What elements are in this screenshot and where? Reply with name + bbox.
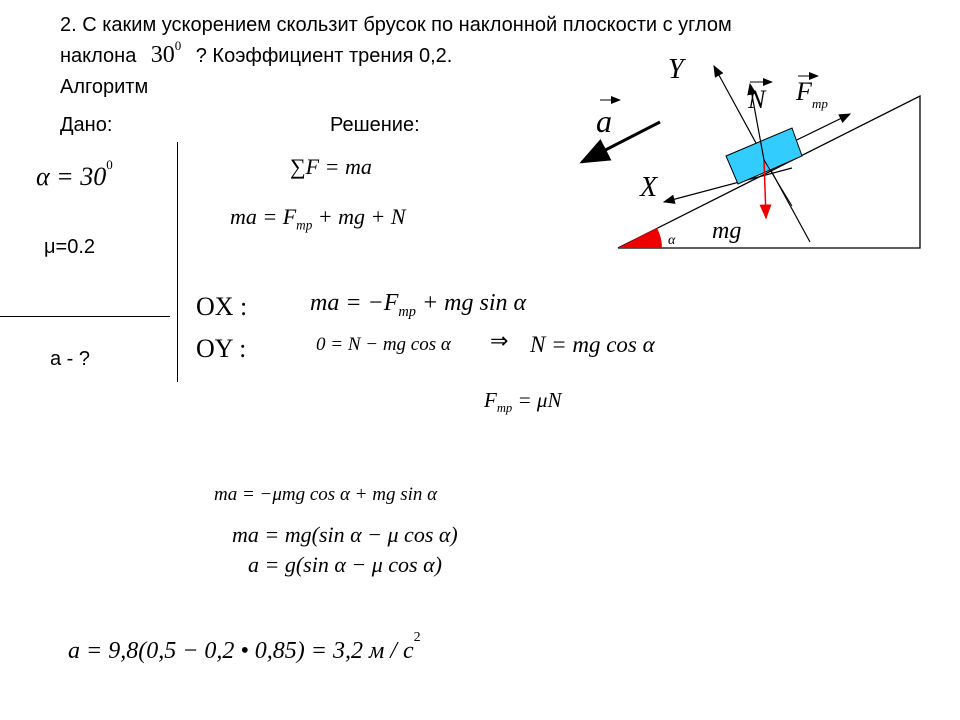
angle-label: α [668, 233, 676, 248]
problem-angle-degree: 0 [174, 37, 182, 53]
given-alpha-value: α = 30 [36, 162, 107, 191]
algorithm-label: Алгоритм [60, 76, 149, 98]
friction-force-sub: тр [812, 96, 828, 111]
problem-line-2-prefix: наклона [60, 45, 137, 67]
equation-2: ma = mg(sin α − μ cos α) [232, 522, 458, 547]
vector-sum-rhs: + mg + N [312, 204, 406, 229]
given-alpha [36, 157, 113, 192]
inclined-plane-diagram [570, 55, 930, 255]
oy-label: OY : [196, 334, 247, 363]
problem-line-2 [60, 37, 453, 69]
friction-force-label: F [796, 77, 812, 106]
ox-equation-rhs: + mg sin α [415, 290, 527, 316]
given-divider-vertical [177, 142, 178, 382]
final-answer [68, 630, 421, 665]
find-acceleration: a - ? [50, 348, 91, 370]
friction-equation-sub: тр [496, 401, 513, 416]
y-axis-label: Y [668, 55, 684, 85]
normal-force-equation: N = mg cos α [530, 332, 655, 357]
vector-sum-sub: тр [296, 217, 313, 233]
friction-equation-lhs: F [484, 388, 497, 412]
acceleration-arrow [582, 122, 660, 162]
newton-second-law: ∑F = ma [290, 154, 372, 179]
friction-equation-rhs: = μN [512, 388, 562, 412]
given-mu: μ=0.2 [44, 236, 96, 258]
friction-equation [484, 388, 561, 416]
final-answer-value: a = 9,8(0,5 − 0,2 • 0,85) = 3,2 м / с [68, 638, 414, 664]
problem-angle-value: 30 [150, 42, 175, 68]
vector-sum-lhs: ma = F [230, 204, 297, 229]
solution-heading: Решение: [330, 114, 420, 136]
problem-line-2-suffix: ? Коэффициент трения 0,2. [195, 45, 453, 67]
given-heading: Дано: [60, 114, 113, 136]
oy-equation: 0 = N − mg cos α [316, 334, 451, 355]
ox-label: OX : [196, 292, 248, 321]
gravity-label: mg [712, 218, 742, 244]
given-alpha-degree: 0 [106, 157, 113, 173]
ox-equation [310, 290, 526, 321]
acceleration-label: a [596, 103, 612, 139]
ox-equation-lhs: ma = −F [310, 290, 399, 316]
given-divider-horizontal [0, 316, 170, 317]
angle-sector [618, 228, 662, 248]
problem-line-1: 2. С каким ускорением скользит брусок по наклонной плоскости с углом [60, 14, 732, 36]
normal-force-label: N [748, 85, 766, 114]
equation-3: a = g(sin α − μ cos α) [248, 552, 442, 577]
x-axis-label: X [640, 172, 658, 203]
final-answer-exponent: 2 [413, 630, 421, 645]
ox-equation-sub: тр [398, 303, 416, 320]
incline-triangle [618, 96, 920, 248]
implies-arrow: ⇒ [490, 328, 509, 353]
vector-sum-equation [230, 204, 406, 233]
equation-1: ma = −μmg cos α + mg sin α [214, 484, 438, 505]
